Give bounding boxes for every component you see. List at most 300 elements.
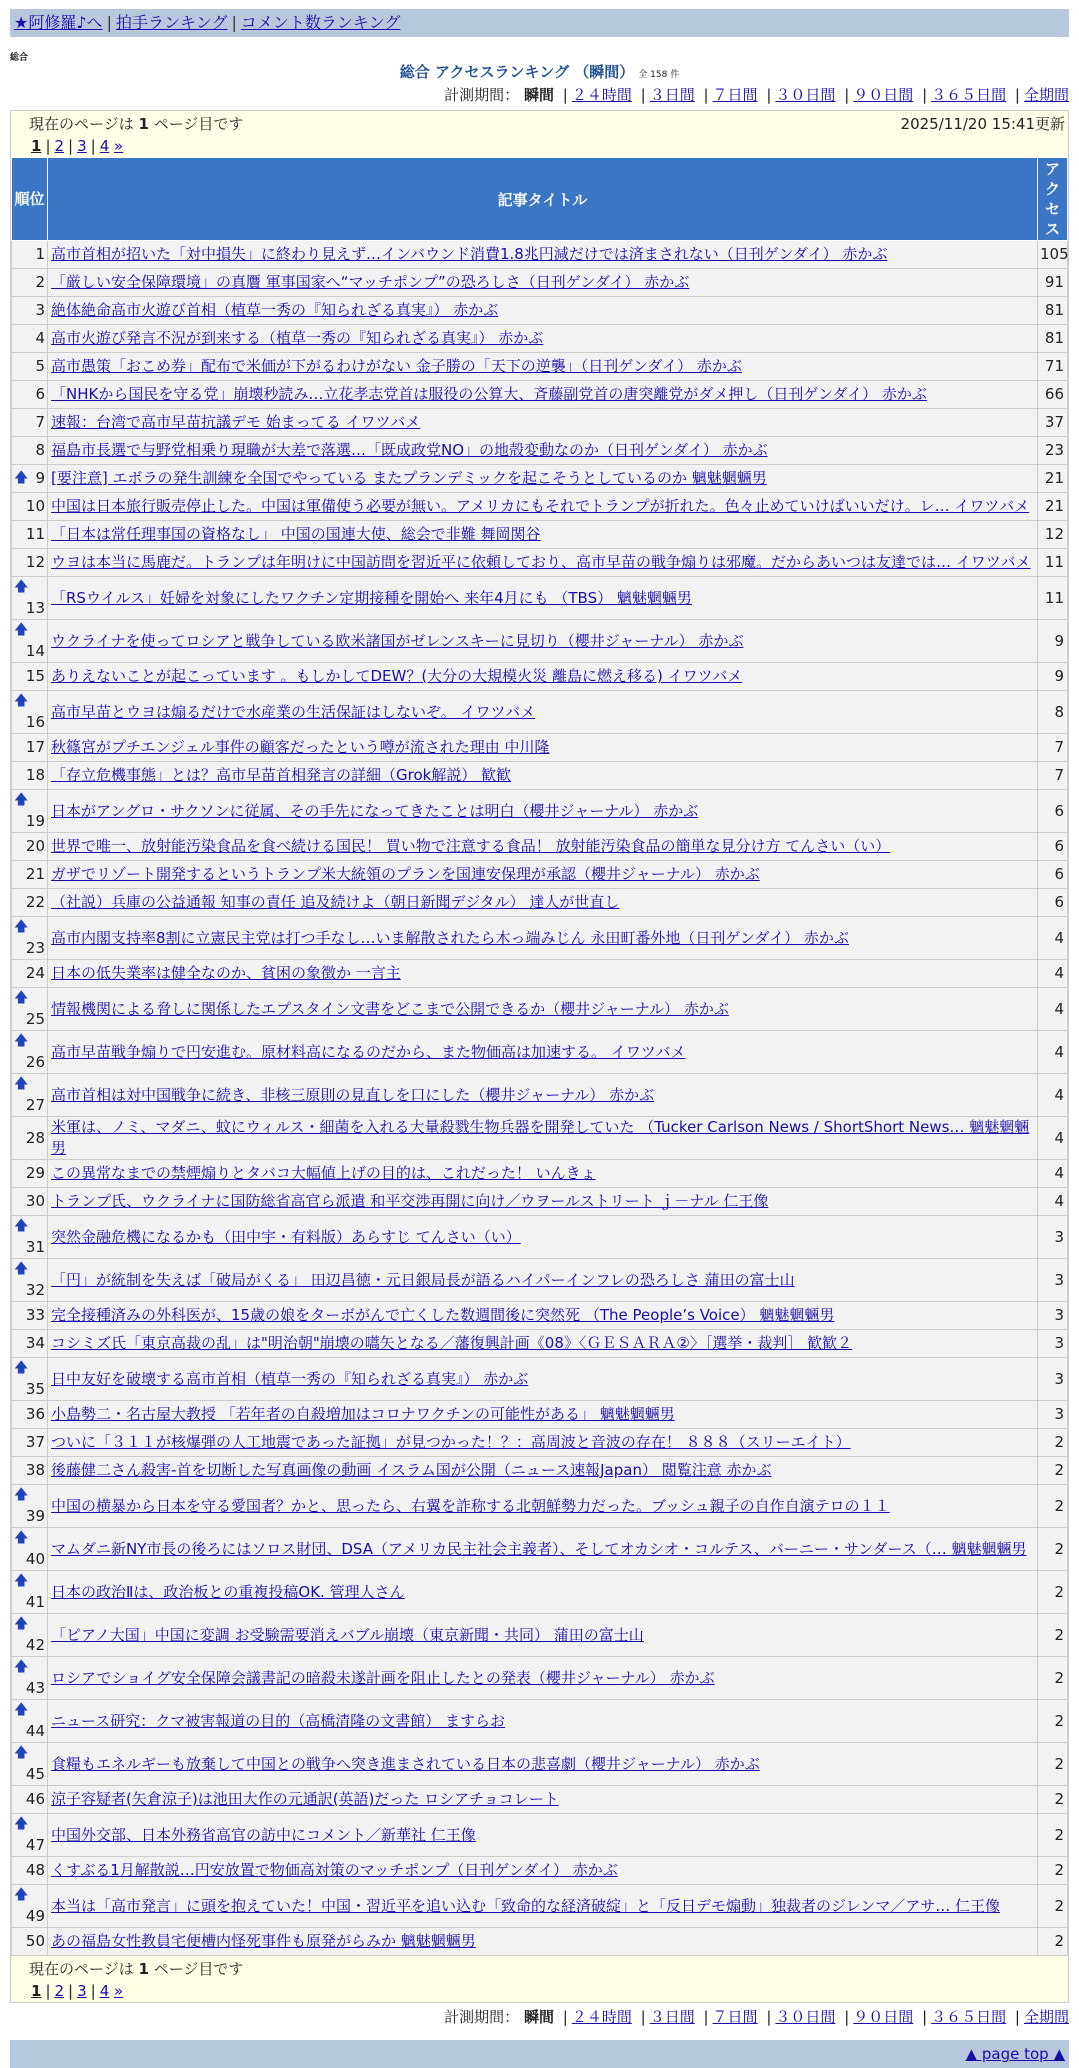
rank-number: 25 (25, 1010, 45, 1028)
rank-cell (12, 1117, 48, 1160)
page-link-2[interactable]: 2 (54, 137, 65, 155)
rank-cell (12, 381, 48, 409)
page-link-3[interactable]: 3 (77, 1982, 87, 2000)
rank-number: 29 (25, 1164, 45, 1182)
title-cell (48, 1188, 1038, 1216)
access-count: 91 (1038, 269, 1068, 297)
nav-separator: | (231, 13, 237, 32)
period-link-90d[interactable]: ９０日間 (853, 2008, 914, 2026)
table-row (12, 1614, 1068, 1657)
rank-cell (12, 1571, 48, 1614)
article-link[interactable]: ついに「３１１が核爆弾の人工地震であった証拠」が見つかった！？：高周波と音波の存在！ ８８８（スリーエイト） (51, 1433, 851, 1451)
rank-number: 47 (25, 1836, 45, 1854)
table-row (12, 889, 1068, 917)
page-link-2[interactable]: 2 (54, 1982, 65, 2000)
rank-cell (12, 1700, 48, 1743)
rank-cell (12, 1259, 48, 1302)
rank-number: 13 (25, 599, 45, 617)
access-count: 4 (1038, 1117, 1068, 1160)
table-row (12, 691, 1068, 734)
table-row (12, 1657, 1068, 1700)
access-count: 81 (1038, 325, 1068, 353)
current-page-text-bottom: 現在のページは 1 ページ目です (29, 1960, 244, 1978)
table-row (12, 493, 1068, 521)
rank-number: 1 (35, 245, 45, 263)
article-link[interactable]: 日中友好を破壊する高市首相（植草一秀の『知られざる真実』） 赤かぶ (51, 1369, 529, 1388)
rank-up-arrow-icon: 🡅 (14, 693, 29, 709)
access-count: 2 (1038, 1814, 1068, 1857)
access-count: 9 (1038, 620, 1068, 663)
article-link[interactable]: ガザでリゾート開発するというトランプ米大統領のプランを国連安保理が承認（櫻井ジャーナル） 赤かぶ (51, 865, 760, 883)
access-count: 2 (1038, 1743, 1068, 1786)
rank-up-arrow-icon: 🡅 (14, 1218, 29, 1234)
table-row (12, 1302, 1068, 1330)
title-cell (48, 988, 1038, 1031)
article-link[interactable]: 高市早苗戦争煽りで円安進む。原材料高になるのだから、また物価高は加速する。 イワツバメ (51, 1042, 686, 1061)
rank-cell (12, 269, 48, 297)
page-link-4[interactable]: 4 (99, 137, 110, 155)
period-current: 瞬間 (523, 86, 554, 104)
access-count: 7 (1038, 762, 1068, 790)
article-link[interactable]: 高市愚策「おこめ券」配布で米価が下がるわけがない 金子勝の「天下の逆襲」（日刊ゲンダイ） 赤かぶ (51, 357, 742, 375)
current-page-text: 現在のページは 1 ページ目です (29, 115, 244, 133)
access-count: 4 (1038, 1160, 1068, 1188)
access-count: 7 (1038, 734, 1068, 762)
title-cell (48, 1614, 1038, 1657)
title-cell (48, 1302, 1038, 1330)
period-label: 計測期間： (444, 2008, 520, 2026)
rank-number: 34 (25, 1334, 45, 1352)
rank-cell (12, 409, 48, 437)
rank-cell (12, 1928, 48, 1956)
title-cell (48, 1485, 1038, 1528)
period-link-7d[interactable]: ７日間 (712, 2008, 758, 2026)
access-count: 2 (1038, 1429, 1068, 1457)
page-title (10, 61, 1069, 83)
table-row (12, 1031, 1068, 1074)
table-row (12, 1457, 1068, 1485)
article-link[interactable]: 「円」が統制を失えば「破局がくる」 田辺昌徳・元日銀局長が語るハイパーインフレの恐ろしさ 蒲田の富士山 (51, 1270, 795, 1289)
title-cell (48, 409, 1038, 437)
article-link[interactable]: マムダニ新NY市長の後ろにはソロス財団、DSA（アメリカ民主社会主義者）、そしてオカシオ・コルテス、バーニー・サンダース（… 魑魅魍魎男 (51, 1539, 1027, 1558)
period-link-90d[interactable]: ９０日間 (853, 86, 914, 104)
rank-header: 順位 (12, 158, 48, 241)
category-label: 総合 (10, 53, 29, 63)
period-current: 瞬間 (523, 2008, 554, 2026)
access-count: 66 (1038, 381, 1068, 409)
rank-up-arrow-icon: 🡅 (14, 990, 29, 1006)
article-link[interactable]: 速報：台湾で高市早苗抗議デモ 始まってる イワツバメ (51, 413, 421, 431)
rank-cell (12, 1031, 48, 1074)
article-link[interactable]: ウクライナを使ってロシアと戦争している欧米諸国がゼレンスキーに見切り（櫻井ジャーナル） 赤かぶ (51, 631, 744, 650)
period-link-all[interactable]: 全期間 (1023, 2008, 1069, 2026)
article-link[interactable]: コシミズ氏「東京高裁の乱」は"明治朝"崩壊の嚆矢となる／藩復興計画《08》〈ＧＥＳＡＲＡ②〉［選挙・裁判］ 歓歓２ (51, 1334, 853, 1352)
article-link[interactable]: [要注意] エボラの発生訓練を全国でやっている またプランデミックを起こそうとしているのか 魑魅魍魎男 (51, 469, 767, 487)
rank-cell (12, 493, 48, 521)
article-link[interactable]: ニュース研究：クマ被害報道の目的（高橋清隆の文書館） ますらお (51, 1711, 506, 1730)
article-link[interactable]: この異常なまでの禁煙煽りとタバコ大幅値上げの目的は、これだった！ いんきょ (51, 1164, 596, 1182)
period-link-24h[interactable]: ２４時間 (571, 86, 632, 104)
access-count: 4 (1038, 1031, 1068, 1074)
pagination-top: 現在のページは 1 ページ目です 2025/11/20 15:41更新 1 | 2 | 3 | 4 » (11, 111, 1068, 157)
rank-cell (12, 1358, 48, 1401)
rank-number: 30 (25, 1192, 45, 1210)
table-row (12, 833, 1068, 861)
table-row (12, 1885, 1068, 1928)
article-link[interactable]: 「NHKから国民を守る党」崩壊秒読み…立花孝志党首は服役の公算大、斉藤副党首の唐突離党がダメ押し（日刊ゲンダイ） 赤かぶ (51, 385, 927, 403)
rank-number: 48 (25, 1861, 45, 1879)
rank-up-arrow-icon: 🡅 (14, 1702, 29, 1718)
article-link[interactable]: 後藤健二さん殺害-首を切断した写真画像の動画 イスラム国が公開（ニュース速報Japan） 閲覧注意 赤かぶ (51, 1461, 772, 1479)
rank-number: 19 (25, 812, 45, 830)
title-cell (48, 297, 1038, 325)
rank-number: 21 (25, 865, 45, 883)
rank-number: 26 (25, 1053, 45, 1071)
rank-up-arrow-icon: 🡅 (14, 1076, 29, 1092)
rank-up-arrow-icon: 🡅 (14, 1816, 29, 1832)
rank-number: 2 (35, 273, 45, 291)
table-row (12, 734, 1068, 762)
article-link[interactable]: 中国は日本旅行販売停止した。中国は軍備使う必要が無い。アメリカにもそれでトランプが折れた。色々止めていけばいいだけ。レ… イワツバメ (51, 497, 1030, 515)
access-count: 2 (1038, 1885, 1068, 1928)
rank-number: 43 (25, 1679, 45, 1697)
rank-up-arrow-icon: 🡅 (14, 579, 29, 595)
rank-up-arrow-icon: 🡅 (14, 1487, 29, 1503)
footer-bar (10, 2040, 1069, 2068)
title-cell (48, 861, 1038, 889)
title-cell (48, 620, 1038, 663)
article-link[interactable]: 小島勢二・名古屋大教授 「若年者の自殺増加はコロナワクチンの可能性がある」 魑魅魍魎男 (51, 1405, 675, 1423)
rank-up-arrow-icon: 🡅 (14, 470, 29, 486)
access-count: 4 (1038, 960, 1068, 988)
title-cell (48, 1031, 1038, 1074)
rank-cell (12, 960, 48, 988)
table-row (12, 1330, 1068, 1358)
rank-up-arrow-icon: 🡅 (14, 1659, 29, 1675)
table-row (12, 381, 1068, 409)
article-link[interactable]: あの福島女性教員宅便槽内怪死事件も原発がらみか 魑魅魍魎男 (51, 1932, 476, 1950)
page-1-current: 1 (31, 137, 42, 155)
rank-cell (12, 620, 48, 663)
period-link-3d[interactable]: ３日間 (649, 2008, 695, 2026)
access-count: 2 (1038, 1657, 1068, 1700)
table-row (12, 1571, 1068, 1614)
access-count: 6 (1038, 861, 1068, 889)
rank-cell (12, 437, 48, 465)
access-count: 4 (1038, 917, 1068, 960)
table-row (12, 663, 1068, 691)
table-row (12, 1743, 1068, 1786)
rank-number: 4 (35, 329, 45, 347)
rank-number: 20 (25, 837, 45, 855)
rank-number: 15 (25, 667, 45, 685)
table-row (12, 325, 1068, 353)
table-row (12, 988, 1068, 1031)
access-count: 2 (1038, 1700, 1068, 1743)
access-count: 4 (1038, 988, 1068, 1031)
title-cell (48, 762, 1038, 790)
table-row (12, 241, 1068, 269)
rank-number: 18 (25, 766, 45, 784)
article-link[interactable]: 中国外交部、日本外務省高官の訪中にコメント／新華社 仁王像 (51, 1825, 476, 1844)
article-link[interactable]: 絶体絶命高市火遊び首相（植草一秀の『知られざる真実』） 赤かぶ (51, 301, 499, 319)
next-page-link[interactable]: » (114, 1982, 124, 2000)
access-count: 21 (1038, 465, 1068, 493)
rank-number: 31 (25, 1238, 45, 1256)
rank-cell (12, 988, 48, 1031)
period-link-24h[interactable]: ２４時間 (571, 2008, 632, 2026)
access-count: 11 (1038, 549, 1068, 577)
article-link[interactable]: 「厳しい安全保障環境」の真贋 軍事国家へ“マッチポンプ”の恐ろしさ（日刊ゲンダイ） 赤かぶ (51, 273, 690, 291)
title-cell (48, 577, 1038, 620)
access-count: 2 (1038, 1485, 1068, 1528)
rank-up-arrow-icon: 🡅 (14, 1745, 29, 1761)
rank-cell (12, 577, 48, 620)
rank-cell (12, 691, 48, 734)
title-cell (48, 1857, 1038, 1885)
title-cell (48, 269, 1038, 297)
table-row (12, 790, 1068, 833)
rank-cell (12, 663, 48, 691)
article-link[interactable]: 高市火遊び発言不況が到来する（植草一秀の『知られざる真実』） 赤かぶ (51, 329, 544, 347)
table-row (12, 1928, 1068, 1956)
rank-number: 3 (35, 301, 45, 319)
article-link[interactable]: 情報機関による脅しに関係したエプスタイン文書をどこまで公開できるか（櫻井ジャーナル） 赤かぶ (51, 999, 729, 1018)
article-link[interactable]: 日本の低失業率は健全なのか、貧困の象徴か 一言主 (51, 964, 401, 982)
article-link[interactable]: （社説）兵庫の公益通報 知事の責任 追及続けよ（朝日新聞デジタル） 達人が世直し (51, 893, 620, 911)
period-link-365d[interactable]: ３６５日間 (931, 86, 1007, 104)
rank-number: 14 (25, 642, 45, 660)
title-cell (48, 1259, 1038, 1302)
access-count: 8 (1038, 691, 1068, 734)
table-row (12, 521, 1068, 549)
title-cell (48, 465, 1038, 493)
period-link-30d[interactable]: ３０日間 (775, 2008, 836, 2026)
article-link[interactable]: トランプ氏、ウクライナに国防総省高官ら派遣 和平交渉再開に向け／ウヲールストリート ｊ－ナル 仁王像 (51, 1192, 769, 1210)
rank-number: 50 (25, 1932, 45, 1950)
rank-number: 36 (25, 1405, 45, 1423)
rank-up-arrow-icon: 🡅 (14, 1033, 29, 1049)
title-cell (48, 325, 1038, 353)
table-row (12, 1358, 1068, 1401)
table-row (12, 1117, 1068, 1160)
table-row (12, 1160, 1068, 1188)
rank-cell (12, 297, 48, 325)
rank-cell (12, 465, 48, 493)
rank-number: 42 (25, 1636, 45, 1654)
home-link[interactable]: ★阿修羅♪へ (14, 13, 103, 32)
rank-cell (12, 241, 48, 269)
access-count: 3 (1038, 1259, 1068, 1302)
rank-number: 22 (25, 893, 45, 911)
article-link[interactable]: 福島市長選で与野党相乗り現職が大差で落選…「既成政党NO」の地殻変動なのか（日刊ゲンダイ） 赤かぶ (51, 441, 768, 459)
period-link-30d[interactable]: ３０日間 (775, 86, 836, 104)
title-cell (48, 1743, 1038, 1786)
rank-cell (12, 1401, 48, 1429)
article-link[interactable]: 「ピアノ大国」中国に変調 お受験需要消えバブル崩壊（東京新聞・共同） 蒲田の富士山 (51, 1625, 644, 1644)
period-link-3d[interactable]: ３日間 (649, 86, 695, 104)
article-link[interactable]: 米軍は、ノミ、マダニ、蚊にウィルス・細菌を入れる大量殺戮生物兵器を開発していた （Tucker Carlson News / ShortShort News… 魑魅魍魎男 (51, 1118, 1030, 1157)
article-link[interactable]: 「存立危機事態」とは？高市早苗首相発言の詳細（Grok解説） 歓歓 (51, 766, 512, 784)
article-link[interactable]: 高市首相が招いた「対中損失」に終わり見えず…インバウンド消費1.8兆円減だけでは済まされない（日刊ゲンダイ） 赤かぶ (51, 245, 888, 263)
access-count: 2 (1038, 1571, 1068, 1614)
title-cell (48, 549, 1038, 577)
rank-cell (12, 1614, 48, 1657)
pagination-bottom: 現在のページは 1 ページ目です 1 | 2 | 3 | 4 » (11, 1956, 1068, 2002)
rank-cell (12, 1074, 48, 1117)
rank-cell (12, 1429, 48, 1457)
rank-number: 38 (25, 1461, 45, 1479)
clap-ranking-link[interactable]: 拍手ランキング (115, 13, 228, 32)
article-link[interactable]: 突然金融危機になるかも（田中宇・有料版）あらすじ てんさい（い） (51, 1227, 521, 1246)
rank-cell (12, 1485, 48, 1528)
total-count: 全 158 件 (638, 70, 680, 80)
rank-cell (12, 1814, 48, 1857)
title-cell (48, 960, 1038, 988)
access-count: 81 (1038, 297, 1068, 325)
article-link[interactable]: 「日本は常任理事国の資格なし」 中国の国連大使、総会で非難 舞岡関谷 (51, 525, 541, 543)
rank-number: 16 (25, 713, 45, 731)
access-count: 3 (1038, 1216, 1068, 1259)
table-row (12, 1786, 1068, 1814)
access-header: アクセス (1038, 158, 1068, 241)
title-cell (48, 1216, 1038, 1259)
rank-cell (12, 353, 48, 381)
rank-number: 49 (25, 1907, 45, 1925)
title-cell (48, 1358, 1038, 1401)
access-count: 9 (1038, 663, 1068, 691)
rank-number: 9 (35, 469, 45, 487)
rank-number: 44 (25, 1722, 45, 1740)
page-link-4[interactable]: 4 (99, 1982, 110, 2000)
access-count: 2 (1038, 1614, 1068, 1657)
article-link[interactable]: ウヨは本当に馬鹿だ。トランプは年明けに中国訪問を習近平に依頼しており、高市早苗の戦争煽りは邪魔。だからあいつは友達では… イワツバメ (51, 553, 1031, 571)
rank-number: 40 (25, 1550, 45, 1568)
access-count: 4 (1038, 1188, 1068, 1216)
rank-cell (12, 917, 48, 960)
article-link[interactable]: 高市早苗とウヨは煽るだけで水産業の生活保証はしないぞ。 イワツバメ (51, 702, 536, 721)
article-link[interactable]: 本当は「高市発言」に頭を抱えていた！中国・習近平を追い込む「致命的な経済破綻」と「反日デモ煽動」独裁者のジレンマ／アサ… 仁王像 (51, 1896, 1001, 1915)
article-link[interactable]: 秋篠宮がプチエンジェル事件の顧客だったという噂が流された理由 中川隆 (51, 738, 550, 756)
rank-number: 17 (25, 738, 45, 756)
rank-number: 41 (25, 1593, 45, 1611)
table-row (12, 1528, 1068, 1571)
rank-number: 45 (25, 1765, 45, 1783)
period-link-7d[interactable]: ７日間 (712, 86, 758, 104)
title-cell (48, 663, 1038, 691)
rank-number: 10 (25, 497, 45, 515)
access-count: 2 (1038, 1857, 1068, 1885)
table-row (12, 1259, 1068, 1302)
title-cell (48, 790, 1038, 833)
rank-cell (12, 1216, 48, 1259)
rank-cell (12, 521, 48, 549)
table-row (12, 1401, 1068, 1429)
title-cell (48, 1571, 1038, 1614)
rank-number: 33 (25, 1306, 45, 1324)
rank-up-arrow-icon: 🡅 (14, 1360, 29, 1376)
table-row (12, 1216, 1068, 1259)
comment-ranking-link[interactable]: コメント数ランキング (240, 13, 401, 32)
rank-number: 12 (25, 553, 45, 571)
rank-number: 27 (25, 1096, 45, 1114)
rank-number: 35 (25, 1380, 45, 1398)
rank-up-arrow-icon: 🡅 (14, 1530, 29, 1546)
nav-separator: | (106, 13, 112, 32)
access-count: 71 (1038, 353, 1068, 381)
rank-cell (12, 1160, 48, 1188)
article-link[interactable]: ありえないことが起こっています 。もしかしてDEW？(大分の大規模火災 離島に燃え移る) イワツバメ (51, 667, 743, 685)
rank-number: 46 (25, 1790, 45, 1808)
article-link[interactable]: 涼子容疑者(矢倉涼子)は池田大作の元通訳(英語)だった ロシアチョコレート (51, 1790, 559, 1808)
article-link[interactable]: 日本がアングロ・サクソンに従属、その手先になってきたことは明白（櫻井ジャーナル） 赤かぶ (51, 801, 699, 820)
access-count: 23 (1038, 437, 1068, 465)
table-row (12, 861, 1068, 889)
article-link[interactable]: 「RSウイルス」妊婦を対象にしたワクチン定期接種を開始へ 来年4月にも （TBS） 魑魅魍魎男 (51, 588, 692, 607)
article-link[interactable]: 世界で唯一、放射能汚染食品を食べ続ける国民！ 買い物で注意する食品！ 放射能汚染食品の簡単な見分け方 てんさい（い） (51, 837, 891, 855)
rank-cell (12, 1188, 48, 1216)
rank-cell (12, 762, 48, 790)
article-link[interactable]: ロシアでショイグ安全保障会議書記の暗殺未遂計画を阻止したとの発表（櫻井ジャーナル） 赤かぶ (51, 1668, 715, 1687)
access-count: 6 (1038, 833, 1068, 861)
page-top-link[interactable]: ▲ page top ▲ (965, 2045, 1065, 2063)
period-label: 計測期間： (444, 86, 520, 104)
rank-cell (12, 325, 48, 353)
access-count: 3 (1038, 1401, 1068, 1429)
period-link-365d[interactable]: ３６５日間 (931, 2008, 1007, 2026)
access-count: 105 (1038, 241, 1068, 269)
period-link-all[interactable]: 全期間 (1023, 86, 1069, 104)
title-cell (48, 353, 1038, 381)
rank-up-arrow-icon: 🡅 (14, 622, 29, 638)
article-link[interactable]: くすぶる1月解散説…円安放置で物価高対策のマッチポンプ（日刊ゲンダイ） 赤かぶ (51, 1861, 618, 1879)
table-row (12, 1857, 1068, 1885)
period-selector-top: 計測期間： 瞬間 | ２４時間 | ３日間 | ７日間 | ３０日間 | ９０日間 | ３６５日間 | 全期間 (444, 86, 1069, 104)
table-row (12, 960, 1068, 988)
access-count: 3 (1038, 1302, 1068, 1330)
article-link[interactable]: 高市内閣支持率8割に立憲民主党は打つ手なし…いま解散されたら木っ端みじん 永田町番外地（日刊ゲンダイ） 赤かぶ (51, 928, 849, 947)
rank-cell (12, 549, 48, 577)
title-cell (48, 1885, 1038, 1928)
table-row (12, 297, 1068, 325)
title-cell (48, 1814, 1038, 1857)
access-count: 11 (1038, 577, 1068, 620)
rank-cell (12, 1457, 48, 1485)
page-link-3[interactable]: 3 (77, 137, 87, 155)
article-link[interactable]: 中国の横暴から日本を守る愛国者？かと、思ったら、右翼を詐称する北朝鮮勢力だった。ブッシュ親子の自作自演テロの１１ (51, 1496, 890, 1515)
access-count: 3 (1038, 1330, 1068, 1358)
article-link[interactable]: 高市首相は対中国戦争に続き、非核三原則の見直しを口にした（櫻井ジャーナル） 赤かぶ (51, 1085, 655, 1104)
table-row (12, 549, 1068, 577)
title-cell (48, 241, 1038, 269)
rank-number: 7 (35, 413, 45, 431)
table-row (12, 1814, 1068, 1857)
access-count: 37 (1038, 409, 1068, 437)
title-cell (48, 889, 1038, 917)
title-cell (48, 691, 1038, 734)
title-cell (48, 437, 1038, 465)
title-cell (48, 381, 1038, 409)
table-row (12, 577, 1068, 620)
title-cell (48, 1928, 1038, 1956)
next-page-link[interactable]: » (114, 137, 124, 155)
title-cell (48, 1786, 1038, 1814)
rank-cell (12, 1743, 48, 1786)
article-link[interactable]: 完全接種済みの外科医が、15歳の娘をターボがんで亡くした数週間後に突然死 （The People’s Voice） 魑魅魍魎男 (51, 1306, 835, 1324)
article-link[interactable]: 食糧もエネルギーも放棄して中国との戦争へ突き進まされている日本の悲喜劇（櫻井ジャーナル） 赤かぶ (51, 1754, 760, 1773)
page-1-current: 1 (31, 1982, 42, 2000)
article-link[interactable]: 日本の政治Ⅱは、政治板との重複投稿OK. 管理人さん (51, 1582, 405, 1601)
